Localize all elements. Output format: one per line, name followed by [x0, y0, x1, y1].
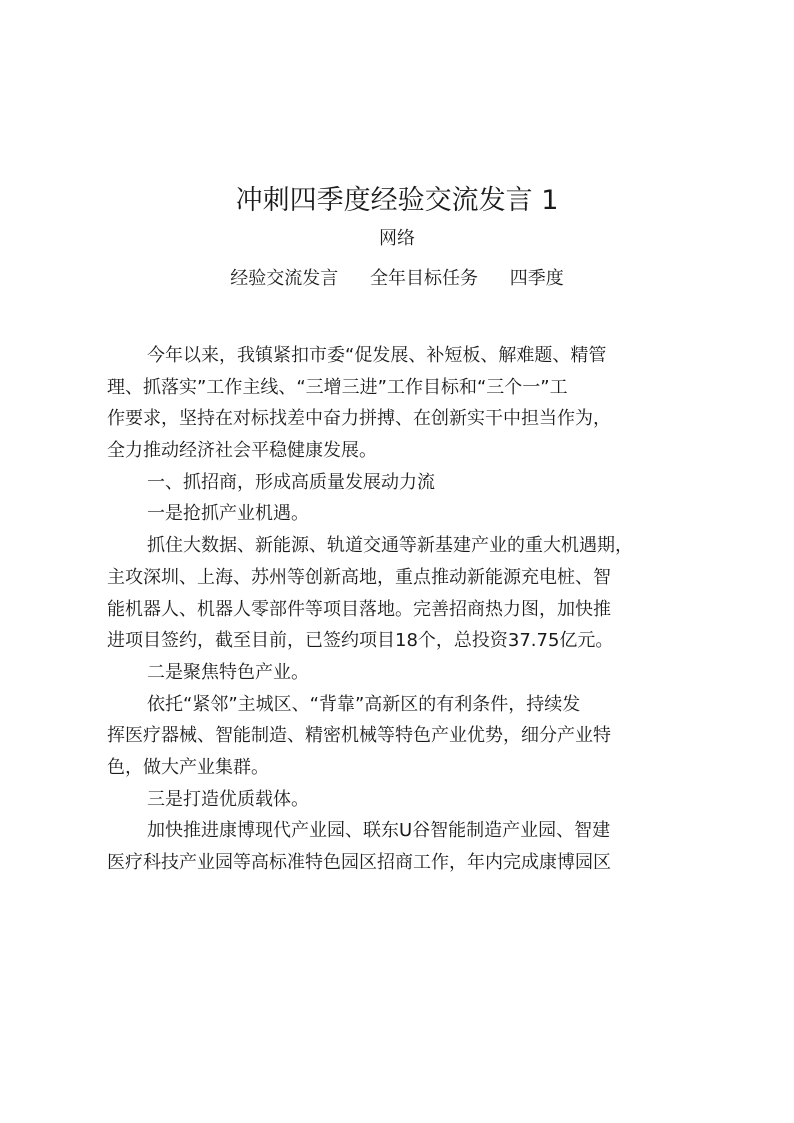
text-line: 今年以来，我镇紧扣市委“促发展、补短板、解难题、精管 — [147, 345, 607, 366]
keyword: 全年目标任务 — [370, 268, 478, 289]
text-line: 抓住大数据、新能源、轨道交通等新基建产业的重大机遇期， — [147, 535, 633, 557]
text-line: 全力推动经济社会平稳健康发展。 — [107, 440, 377, 462]
text-line: 理、抓落实”工作主线、“三增三进”工作目标和“三个一”工 — [107, 376, 568, 398]
text-line: 依托“紧邻”主城区、“背靠”高新区的有利条件，持续发 — [147, 693, 581, 715]
text-line: 一、抓招商，形成高质量发展动力流 — [147, 471, 435, 493]
text-line: 一是抢抓产业机遇。 — [147, 503, 309, 525]
document-body — [107, 340, 687, 879]
text-line: 医疗科技产业园等高标准特色园区招商工作，年内完成康博园区 — [107, 852, 611, 873]
text-line: 能机器人、机器人零部件等项目落地。完善招商热力图，加快推 — [107, 598, 611, 620]
text-line: 加快推进康博现代产业园、联东U谷智能制造产业园、智建 — [147, 820, 611, 842]
text-line: 主攻深圳、上海、苏州等创新高地，重点推动新能源充电桩、智 — [107, 566, 611, 588]
document-source: 网络 — [379, 228, 415, 249]
text-line: 挥医疗器械、智能制造、精密机械等特色产业优势，细分产业特 — [107, 725, 611, 747]
text-line: 进项目签约，截至目前，已签约项目18个，总投资37.75亿元。 — [107, 630, 614, 652]
keyword: 四季度 — [509, 268, 564, 289]
text-line: 二是聚焦特色产业。 — [147, 661, 309, 683]
text-line: 作要求，坚持在对标找差中奋力拼搏、在创新实干中担当作为， — [107, 408, 611, 430]
keywords-row — [0, 266, 794, 292]
document-title: 冲刺四季度经验交流发言 1 — [235, 185, 559, 216]
text-line: 三是打造优质载体。 — [147, 788, 309, 810]
text-line: 色，做大产业集群。 — [107, 756, 269, 778]
keyword: 经验交流发言 — [230, 268, 339, 289]
